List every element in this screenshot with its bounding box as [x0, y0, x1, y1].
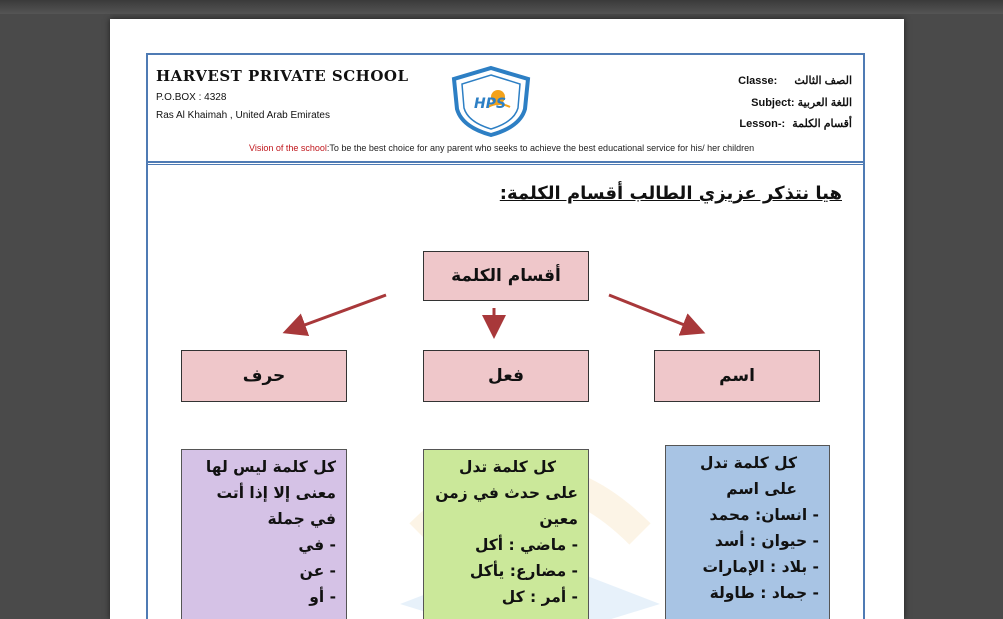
noun-line: - بلاد : الإمارات [702, 558, 819, 576]
category-noun: اسم [654, 350, 820, 402]
verb-line: - ماضي : أكل [474, 536, 578, 554]
letter-line: كل كلمة ليس لها [205, 458, 336, 476]
subject-value: اللغة العربية [797, 97, 852, 109]
class-line [738, 74, 852, 87]
definition-noun [665, 445, 830, 619]
window-top-strip [0, 0, 1003, 14]
letter-line: في جملة [267, 510, 336, 528]
noun-line: - حيوان : أسد [714, 532, 819, 550]
definition-letter [181, 449, 347, 619]
school-name: HARVEST PRIVATE SCHOOL [156, 67, 409, 85]
logo-text: HPS [474, 96, 507, 112]
letter-line: - في [298, 536, 336, 554]
lesson-label: Lesson-: [739, 118, 786, 130]
noun-line: كل كلمة تدل [700, 454, 797, 472]
root-box: أقسام الكلمة [423, 251, 589, 301]
category-letter: حرف [181, 350, 347, 402]
noun-line: - انسان: محمد [709, 506, 819, 524]
verb-line: على حدث في زمن [435, 484, 578, 502]
document-page [110, 19, 904, 619]
header-divider-thin [146, 164, 865, 165]
definition-verb [423, 449, 589, 619]
lesson-value: أقسام الكلمة [792, 118, 852, 130]
school-pobox: P.O.BOX : 4328 [156, 92, 227, 103]
verb-line: كل كلمة تدل [459, 458, 556, 476]
category-verb: فعل [423, 350, 589, 402]
noun-line: - جماد : طاولة [709, 584, 819, 602]
subject-label: Subject: [751, 97, 795, 109]
verb-line: - أمر : كل [501, 588, 578, 606]
verb-line: معين [539, 510, 578, 528]
header-divider [146, 161, 865, 163]
school-address: Ras Al Khaimah , United Arab Emirates [156, 110, 330, 121]
verb-line: - مضارع: يأكل [469, 562, 578, 580]
lesson-line [739, 117, 852, 130]
letter-line: - عن [299, 562, 336, 580]
subject-line [751, 96, 852, 109]
vision-text: :To be the best choice for any parent who seeks to achieve the best educational service for his/ her children [326, 143, 755, 153]
letter-line: معنى إلا إذا أتت [216, 484, 336, 502]
school-vision [249, 143, 754, 153]
worksheet-title: هيا نتذكر عزيزي الطالب أقسام الكلمة: [499, 183, 842, 204]
noun-line: على اسم [726, 480, 797, 498]
class-value: الصف الثالث [794, 75, 852, 87]
vision-label: Vision of the school [249, 143, 327, 153]
letter-line: - أو [309, 588, 336, 606]
class-label: Classe: [738, 75, 778, 87]
school-logo [432, 65, 550, 137]
